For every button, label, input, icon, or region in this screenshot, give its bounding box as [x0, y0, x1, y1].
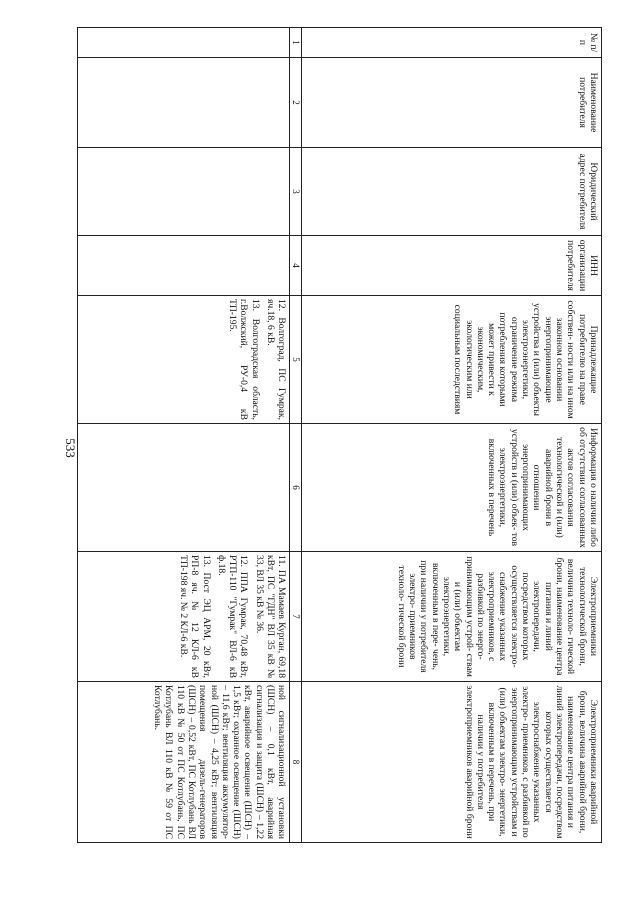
column-number: 8: [290, 682, 302, 843]
consumer-table: [77, 27, 602, 843]
header-cell: Электроприемники аварийной брони, величина аварийной брони, наименование центра питания и линий электропередачи, посредством которых осуществляется электроснабжение указанных электро- приемников, с разбивкой по энергопринимающим устройствам и (или) объектам электро- энергетики, включенным в перечень, при наличии у потребителя электроприемников аварийной брони: [302, 682, 602, 843]
header-cell: ИНН организации потребителя: [302, 236, 602, 296]
header-row: [302, 28, 602, 843]
table-cell: [78, 58, 290, 148]
cell-paragraph: 12. Волгоград, ПС Гумрак, яч.18, 6 кВ.: [265, 299, 288, 420]
cell-paragraph: 11. ПА Мамаев Курган, 69,18 кВт, ПС "ГДН" ВЛ 35 кВ № 33, ВЛ 35 кВ № 36.: [253, 555, 288, 678]
table-cell: [78, 682, 290, 843]
header-cell: Электроприемники технологической брони, величина техноло- гической брони, наименование центра питания и линий электропередачи, посредством которых осуществляется электро- снабжение указанных электроприемников, с разбивкой по энерго- принимающим устрой- ствам и (или) объектам электроэнергетики, включенным в пере- чень, при наличии у потребителя электро- приемников техноло- гической брони: [302, 552, 602, 682]
column-number: 5: [290, 296, 302, 424]
header-cell: Юридический адрес потребителя: [302, 148, 602, 236]
header-cell: Информация о наличии либо об отсутствии согласованных актов согласования технологической и (или) аварийной брони в отношении энергопринимающих устройств и (или) объек- тов электроэнергетики, включенных в перечень: [302, 424, 602, 552]
column-number: 2: [290, 58, 302, 148]
column-number: 4: [290, 236, 302, 296]
column-number: 3: [290, 148, 302, 236]
header-cell: Принадлежащие потребителю на праве собствен- ности или на ином законном основании энергопринимающие устройства и (или) объекты электроэнергетики, ограничение режима потребления которыми может привести к экономическим, экологическим или социальным последствиям: [302, 296, 602, 424]
header-cell: Наименование потребителя: [302, 58, 602, 148]
table-cell: [78, 148, 290, 236]
table-cell: [78, 552, 290, 682]
header-cell: № п/п: [302, 28, 602, 58]
column-number: 6: [290, 424, 302, 552]
cell-paragraph: ной сигнализационной установки (ШСН) – 0,1 кВт, аварийная сигнализация и защита (ШСН) – 1,22 кВт, аварийное освещение (ШСН) – 1,5 кВт; охранное освещение (ШСН) – 11,6 кВт; вентиляция аккумулятор- ной (ШСН) – 4,25 кВт; вентиляция помещения дизель-генераторов (ШСН) – 0,52 кВт, ПС Котлубань ВЛ 110 кВ № 50 от ПС Котлубань, ПС Котлубань ВЛ 110 кВ № 59 от ПС Котлубань.: [151, 685, 288, 839]
cell-paragraph: 13. Пост ЭЦ АРМ, 20 кВт, РП-8 яч. № 12 КЛ-6 кВ ТП-198 яч. № 2 КЛ-6 кВ.: [177, 555, 212, 678]
table-cell: [78, 296, 290, 424]
page-number: 533: [62, 438, 78, 458]
column-number: 1: [290, 28, 302, 58]
table-cell: [78, 28, 290, 58]
column-number-row: [290, 28, 302, 843]
table-cell: [78, 424, 290, 552]
table-row: [78, 28, 290, 843]
cell-paragraph: 13. Волгоградская область, г.Волжский, РУ-0,4 кВ ТП-195.: [227, 299, 261, 420]
cell-paragraph: 12. ППА Гумрак, 70,48 кВт, РТП-110 "Гумрак" ВЛ-6 кВ ф.18.: [215, 555, 250, 678]
column-number: 7: [290, 552, 302, 682]
rotated-table-sheet: [77, 27, 602, 842]
table-cell: [78, 236, 290, 296]
